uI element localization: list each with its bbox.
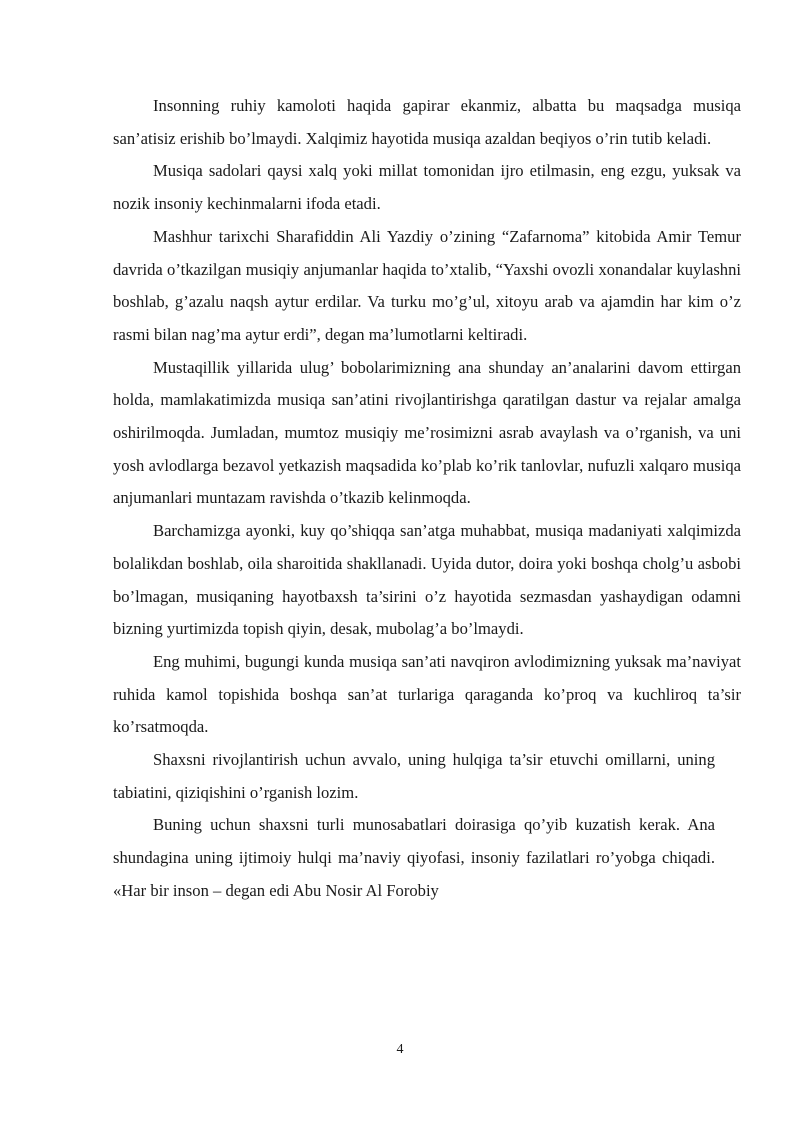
document-body <box>113 90 741 908</box>
paragraph-8: Buning uchun shaxsni turli munosabatlari doirasiga qo’yib kuzatish kerak. Ana shundagina uning ijtimoiy hulqi ma’naviy qiyofasi, insoniy fazilatlari ro’yobga chiqadi. «Har bir inson – degan edi Abu Nosir Al Forobiy <box>113 815 715 900</box>
page-number: 4 <box>396 1042 404 1057</box>
paragraph-4: Mustaqillik yillarida ulug’ bobolarimizning ana shunday an’analarini davom ettirgan holda, mamlakatimizda musiqa san’atini rivojlantirishga qaratilgan dastur va rejalar amalga oshirilmoqda. Jumladan, mumtoz musiqiy me’rosimizni asrab avaylash va o’rganish, va uni yosh avlodlarga bezavol yetkazish maqsadida ko’plab ko’rik tanlovlar, nufuzli xalqaro musiqa anjumanlari muntazam ravishda o’tkazib kelinmoqda. <box>113 357 741 508</box>
paragraph-7: Shaxsni rivojlantirish uchun avvalo, uning hulqiga ta’sir etuvchi omillarni, uning tabiatini, qiziqishini o’rganish lozim. <box>113 750 715 802</box>
paragraph-2: Musiqa sadolari qaysi xalq yoki millat tomonidan ijro etilmasin, eng ezgu, yuksak va nozik insoniy kechinmalarni ifoda etadi. <box>113 161 741 214</box>
paragraph-3: Mashhur tarixchi Sharafiddin Ali Yazdiy o’zining “Zafarnoma” kitobida Amir Temur davrida o’tkazilgan musiqiy anjumanlar haqida to’xtalib, “Yaxshi ovozli xonandalar kuylashni boshlab, g’azalu naqsh aytur erdilar. Va turku mo’g’ul, xitoyu arab va ajamdin har kim o’z rasmi bilan nag’ma aytur erdi”, degan ma’lumotlarni keltiradi. <box>113 226 741 344</box>
paragraph-6: Eng muhimi, bugungi kunda musiqa san’ati navqiron avlodimizning yuksak ma’naviyat ruhida kamol topishida boshqa san’at turlariga qaraganda ko’proq va kuchliroq ta’sir ko’rsatmoqda. <box>113 651 741 737</box>
paragraph-5: Barchamizga ayonki, kuy qo’shiqqa san’atga muhabbat, musiqa madaniyati xalqimizda bolalikdan boshlab, oila sharoitida shakllanadi. Uyida dutor, doira yoki boshqa cholg’u asbobi bo’lmagan, musiqaning hayotbaxsh ta’sirini o’z hayotida sezmasdan yashaydigan odamni bizning yurtimizda topish qiyin, desak, mubolag’a bo’lmaydi. <box>113 521 741 639</box>
paragraph-1: Insonning ruhiy kamoloti haqida gapirar ekanmiz, albatta bu maqsadga musiqa san’atisiz erishib bo’lmaydi. Xalqimiz hayotida musiqa azaldan beqiyos o’rin tutib keladi. <box>113 96 741 148</box>
